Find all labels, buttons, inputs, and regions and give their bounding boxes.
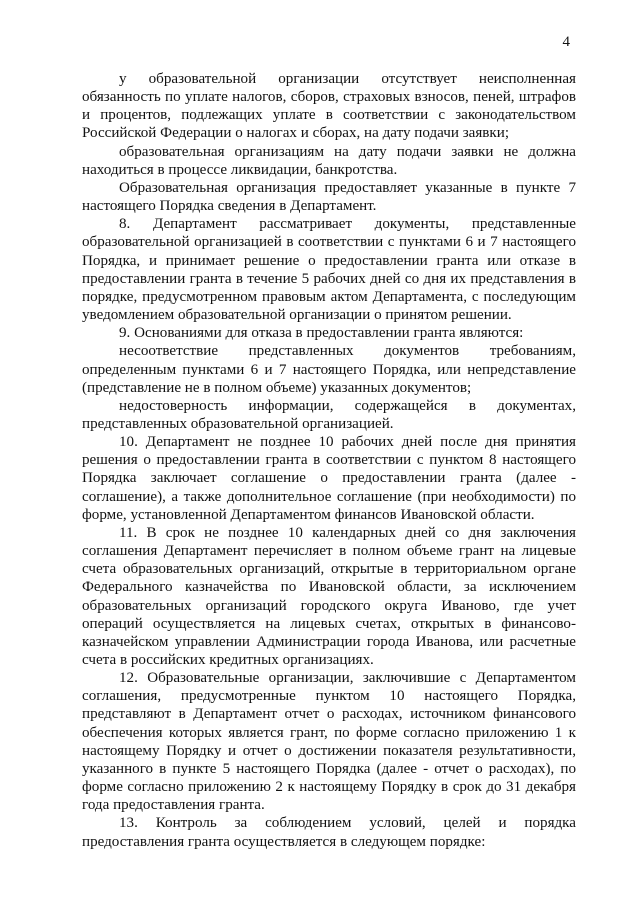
paragraph-item-9: 9. Основаниями для отказа в предоставлении гранта являются: <box>119 325 524 342</box>
document-body <box>82 70 576 851</box>
paragraph-debt-condition: у образовательной организации отсутствует неисполненная обязанность по уплате налогов, сборов, страховых взносов, пеней, штрафов и процентов, подлежащих уплате в соответствии с законодательством Российской Федерации о налогах и сборах, на дату подачи заявки; <box>82 71 576 142</box>
paragraph-item-11: 11. В срок не позднее 10 календарных дней со дня заключения соглашения Департамент перечисляет в полном объеме грант на лицевые счета образовательных организаций, открытые в территориальном органе Федерального казначейства по Ивановской области, за исключением образовательных организаций городского округа Иваново, где учет операций осуществляется на лицевых счетах, открытых в финансово-казначейском управлении Администрации города Иванова, или расчетные счета в российских кредитных организациях. <box>82 524 576 668</box>
paragraph-item-13: 13. Контроль за соблюдением условий, целей и порядка предоставления гранта осуществляется в следующем порядке: <box>82 815 576 850</box>
paragraph-item-8: 8. Департамент рассматривает документы, представленные образовательной организацией в соответствии с пунктами 6 и 7 настоящего Порядка, и принимает решение о предоставлении гранта или отказе в предоставлении гранта в течение 5 рабочих дней со дня их представления в порядке, предусмотренном правовым актом Департамента, с последующим уведомлением образовательной организации о принятом решении. <box>82 216 576 324</box>
paragraph-info-submission: Образовательная организация предоставляет указанные в пункте 7 настоящего Порядка сведения в Департамент. <box>82 179 576 215</box>
paragraph-liquidation-condition: образовательная организациям на дату подачи заявки не должна находиться в процессе ликвидации, банкротства. <box>82 143 576 178</box>
paragraph-refusal-reason-2: недостоверность информации, содержащейся в документах, представленных образовательной организацией. <box>82 397 576 432</box>
paragraph-item-12: 12. Образовательные организации, заключившие с Департаментом соглашения, предусмотренные пунктом 10 настоящего Порядка, представляют в Департамент отчет о расходах, источником финансового обеспечения которых является грант, по форме согласно приложению 1 к настоящему Порядку и отчет о достижении показателя результативности, указанного в пункте 5 настоящего Порядка (далее - отчет о расходах), по форме согласно приложению 2 к настоящему Порядку в срок до 31 декабря года предоставления гранта. <box>82 670 576 814</box>
paragraph-item-10: 10. Департамент не позднее 10 рабочих дней после дня принятия решения о предоставлении гранта в соответствии с пунктом 8 настоящего Порядка заключает соглашение о предоставлении гранта (далее - соглашение), а также дополнительное соглашение (при необходимости) по форме, установленной Департаментом финансов Ивановской области. <box>82 434 576 523</box>
paragraph-refusal-reason-1: несоответствие представленных документов требованиям, определенным пунктами 6 и 7 настоящего Порядка, или непредставление (представление не в полном объеме) указанных документов; <box>82 343 576 396</box>
page-number: 4 <box>562 34 570 50</box>
